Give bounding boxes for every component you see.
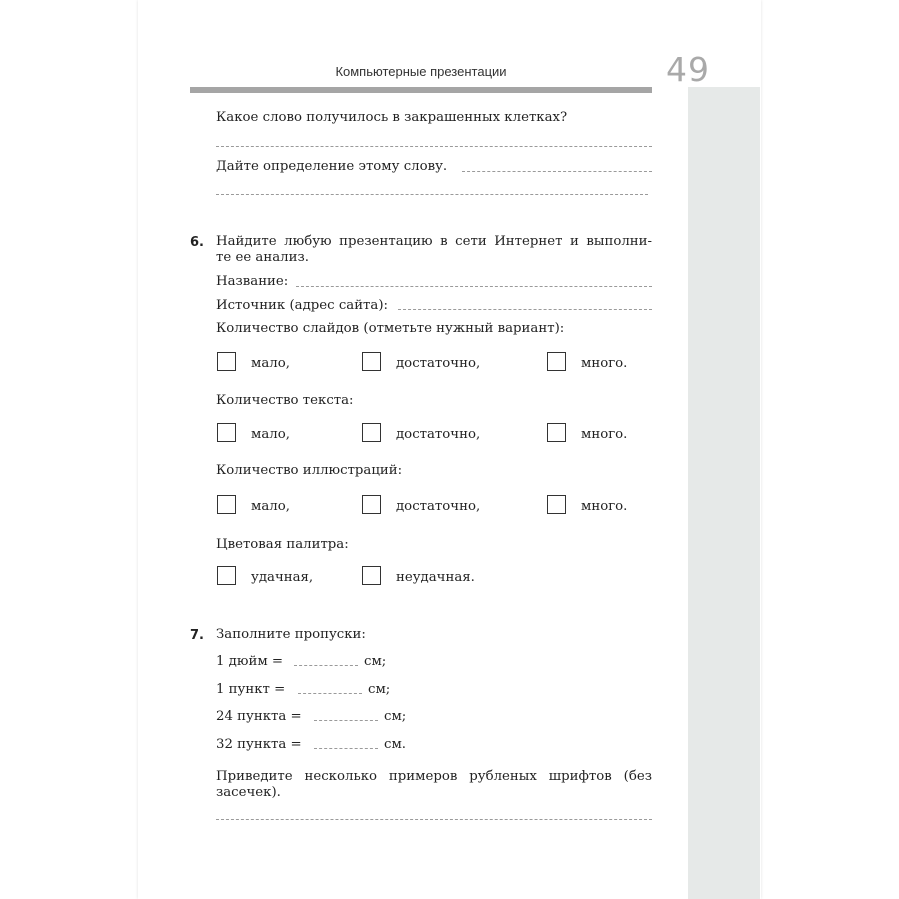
question-definition: Дайте определение этому слову. bbox=[216, 159, 448, 174]
running-title: Компьютерные презентации bbox=[335, 64, 507, 79]
palette-good-label: удачная, bbox=[251, 570, 314, 585]
point-blank[interactable] bbox=[298, 693, 362, 694]
inch-label: 1 дюйм = bbox=[216, 654, 284, 669]
illustrations-many-label: много. bbox=[581, 499, 628, 514]
slides-enough-checkbox[interactable] bbox=[362, 352, 381, 371]
p24-label: 24 пункта = bbox=[216, 709, 302, 724]
illustrations-enough-label: достаточно, bbox=[396, 499, 481, 514]
inch-blank[interactable] bbox=[294, 665, 358, 666]
illustrations-label: Количество иллюстраций: bbox=[216, 463, 403, 478]
task-7-number: 7. bbox=[190, 628, 204, 643]
slides-label: Количество слайдов (отметьте нужный вариант): bbox=[216, 321, 565, 336]
p24-blank[interactable] bbox=[314, 720, 378, 721]
fonts-question-line1: Приведите несколько примеров рубленых шрифтов (без bbox=[216, 769, 652, 784]
text-few-checkbox[interactable] bbox=[217, 423, 236, 442]
workbook-page bbox=[138, 0, 761, 899]
answer-line-word[interactable] bbox=[216, 146, 652, 147]
point-unit: см; bbox=[368, 682, 391, 697]
field-name-line[interactable] bbox=[296, 286, 652, 287]
task-6-number: 6. bbox=[190, 235, 204, 250]
slides-many-checkbox[interactable] bbox=[547, 352, 566, 371]
p32-blank[interactable] bbox=[314, 748, 378, 749]
palette-label: Цветовая палитра: bbox=[216, 537, 349, 552]
illustrations-few-label: мало, bbox=[251, 499, 290, 514]
inch-unit: см; bbox=[364, 654, 387, 669]
field-source-line[interactable] bbox=[398, 309, 652, 310]
palette-bad-checkbox[interactable] bbox=[362, 566, 381, 585]
header-rule bbox=[190, 87, 652, 93]
illustrations-enough-checkbox[interactable] bbox=[362, 495, 381, 514]
field-name-label: Название: bbox=[216, 274, 289, 289]
task-7-text: Заполните пропуски: bbox=[216, 627, 366, 642]
text-enough-label: достаточно, bbox=[396, 427, 481, 442]
answer-line-definition[interactable] bbox=[462, 171, 652, 172]
palette-good-checkbox[interactable] bbox=[217, 566, 236, 585]
slides-many-label: много. bbox=[581, 356, 628, 371]
p32-label: 32 пункта = bbox=[216, 737, 302, 752]
slides-few-checkbox[interactable] bbox=[217, 352, 236, 371]
slides-enough-label: достаточно, bbox=[396, 356, 481, 371]
illustrations-few-checkbox[interactable] bbox=[217, 495, 236, 514]
page-number: 49 bbox=[666, 50, 710, 89]
text-many-checkbox[interactable] bbox=[547, 423, 566, 442]
task-6-text-line1: Найдите любую презентацию в сети Интернет и выполни- bbox=[216, 234, 652, 249]
palette-bad-label: неудачная. bbox=[396, 570, 475, 585]
point-label: 1 пункт = bbox=[216, 682, 286, 697]
fonts-question-line2: засечек). bbox=[216, 785, 281, 800]
text-enough-checkbox[interactable] bbox=[362, 423, 381, 442]
field-source-label: Источник (адрес сайта): bbox=[216, 298, 389, 313]
text-amount-label: Количество текста: bbox=[216, 393, 354, 408]
text-few-label: мало, bbox=[251, 427, 290, 442]
page-side-band bbox=[688, 87, 760, 899]
task-6-text-line2: те ее анализ. bbox=[216, 250, 309, 265]
p24-unit: см; bbox=[384, 709, 407, 724]
question-word: Какое слово получилось в закрашенных клетках? bbox=[216, 110, 568, 125]
fonts-answer-line[interactable] bbox=[216, 819, 652, 820]
slides-few-label: мало, bbox=[251, 356, 290, 371]
text-many-label: много. bbox=[581, 427, 628, 442]
answer-line-definition-2[interactable] bbox=[216, 194, 648, 195]
illustrations-many-checkbox[interactable] bbox=[547, 495, 566, 514]
p32-unit: см. bbox=[384, 737, 407, 752]
